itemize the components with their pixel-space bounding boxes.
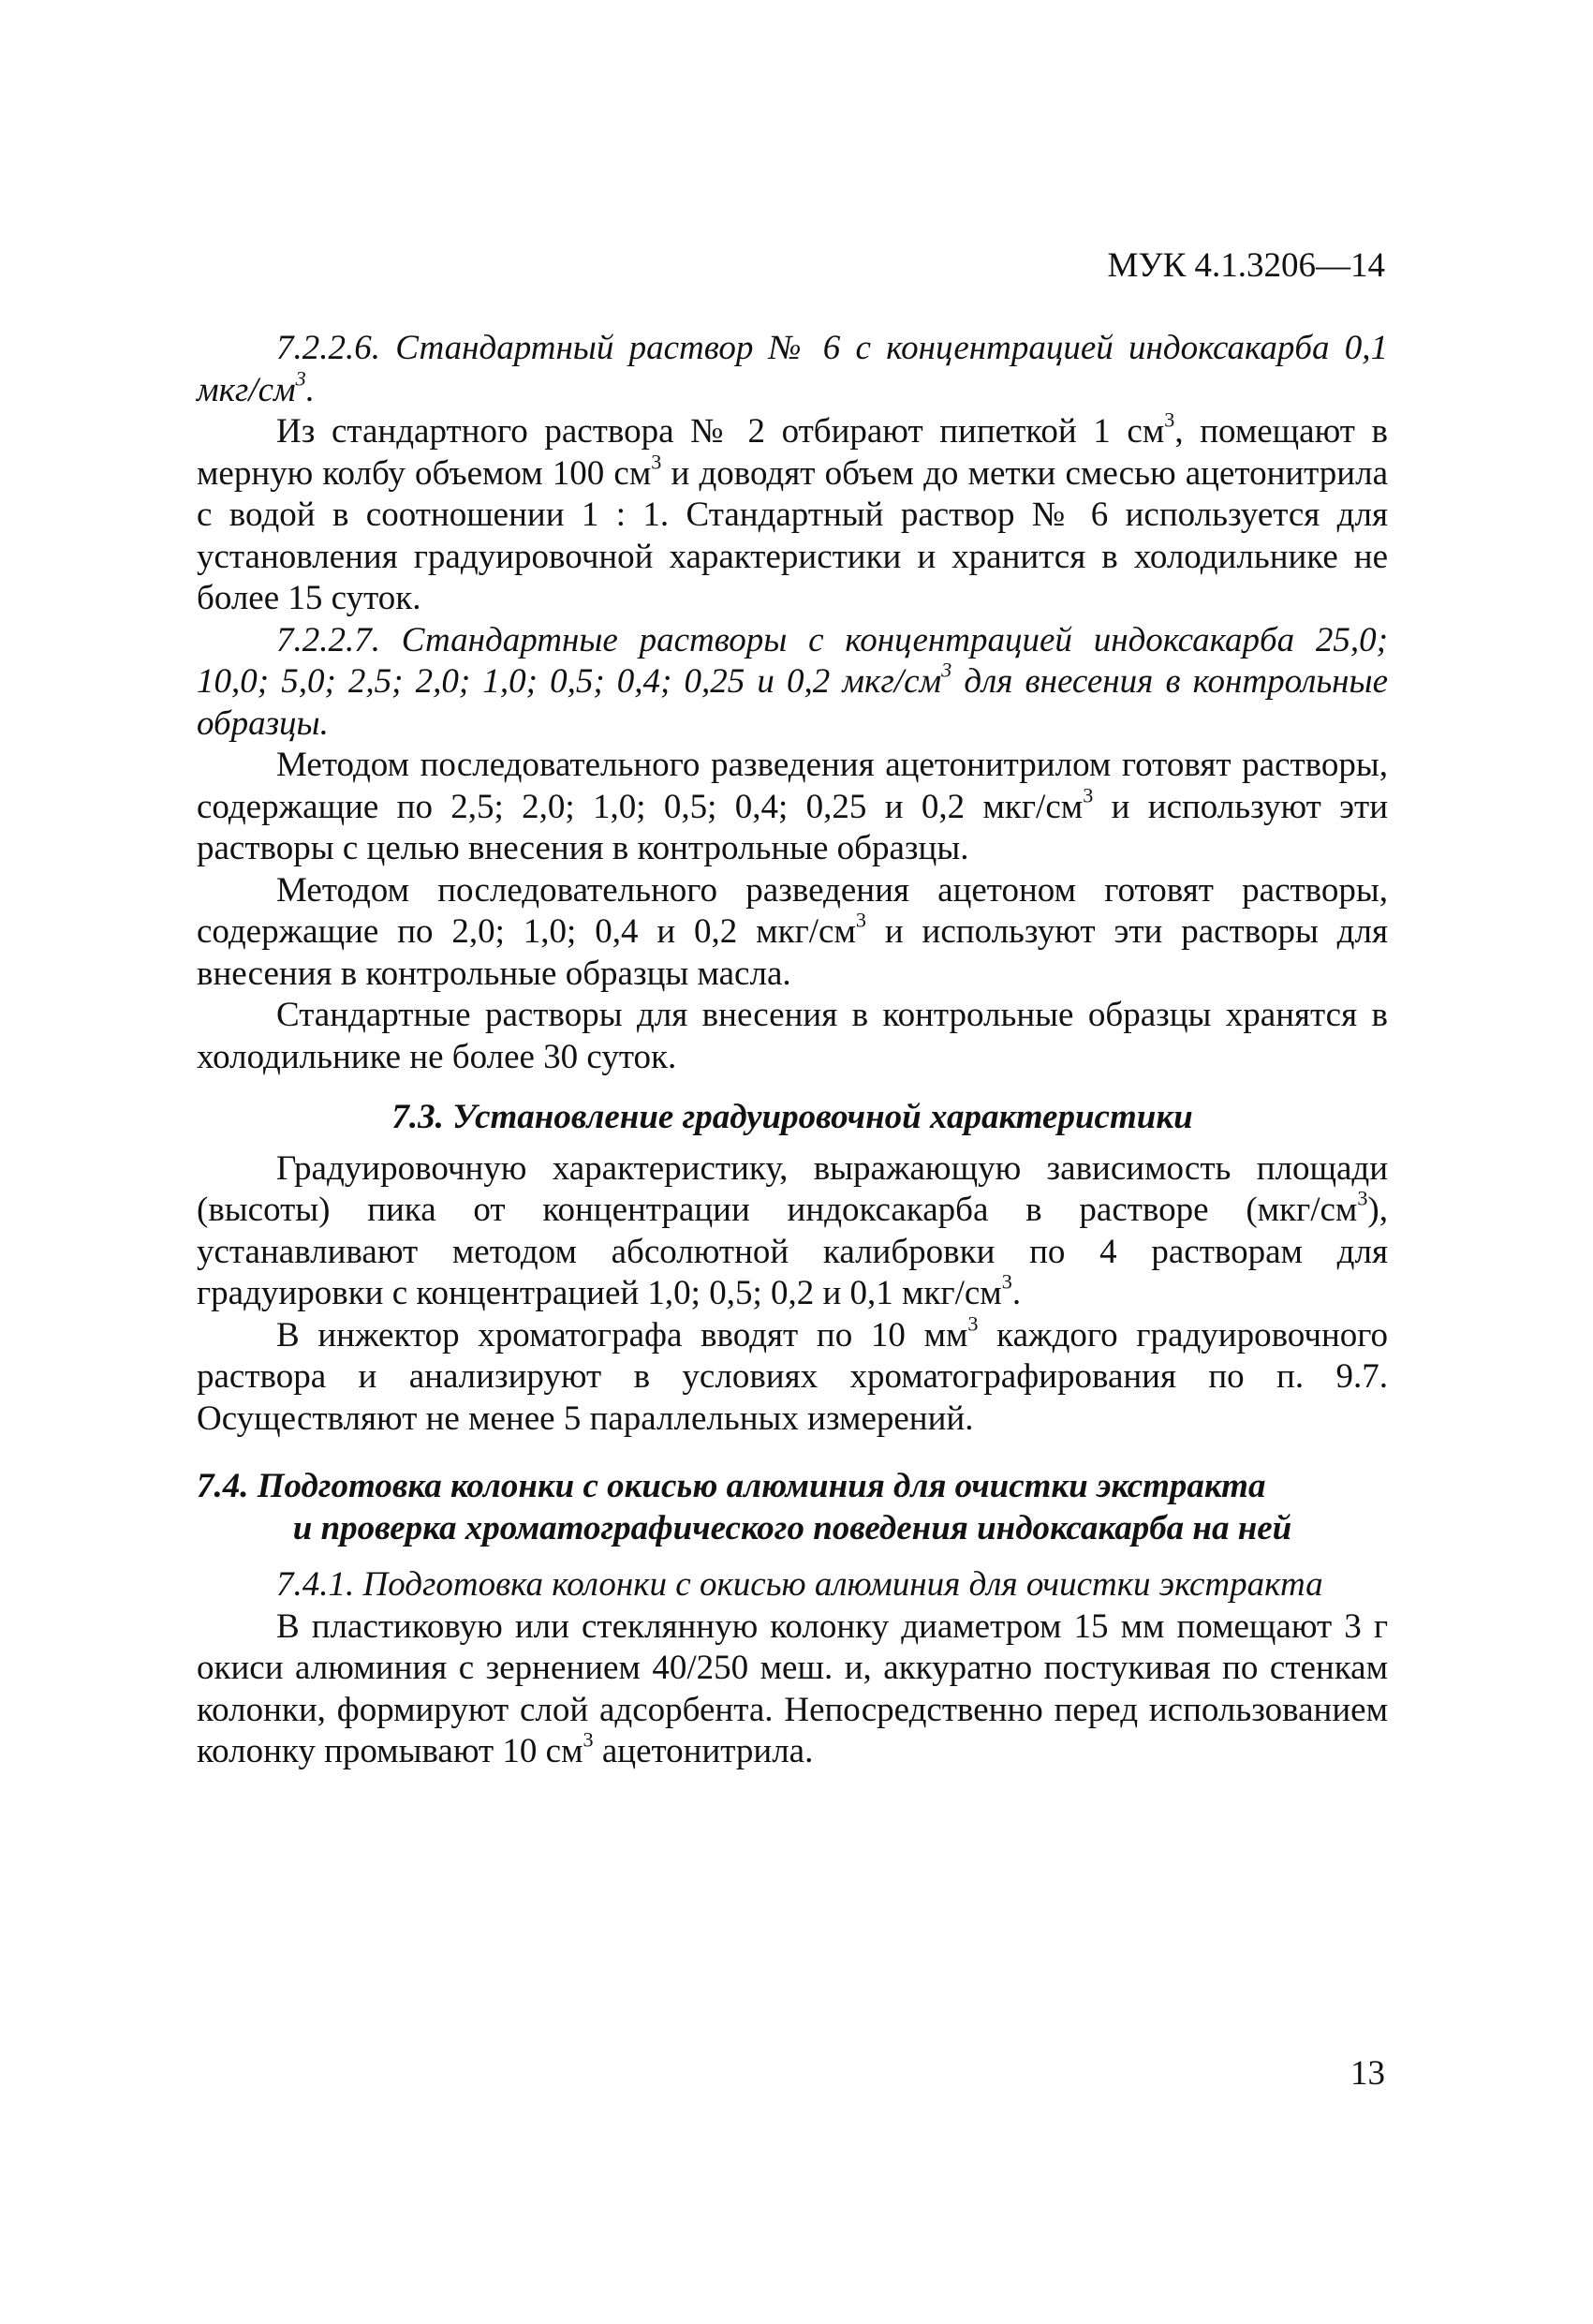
heading-7-4-line-1: 7.4. Подготовка колонки с окисью алюминия для очистки экстракта	[197, 1467, 1266, 1505]
superscript: 3	[1357, 1186, 1368, 1210]
heading-7-3: 7.3. Установление градуировочной характеристики	[391, 1098, 1193, 1136]
superscript: 3	[1001, 1269, 1012, 1294]
text-fragment: , помещают в мерную колбу объемом 100 см	[197, 412, 1389, 493]
paragraph-7-2-2-7-b	[197, 870, 1388, 996]
page-number: 13	[1350, 2054, 1385, 2093]
paragraph-7-2-2-6	[197, 407, 1389, 620]
text-fragment: Градуировочную характеристику, выражающую зависимость площади (высоты) пика от концентрации индоксакарба в растворе (мкг/см	[197, 1148, 1388, 1229]
heading-7-4-1: 7.4.1. Подготовка колонки с окисью алюминия для очистки экстракта	[276, 1565, 1323, 1604]
heading-7-2-2-6	[197, 328, 1388, 411]
superscript: 3	[295, 365, 306, 390]
superscript: 3	[855, 908, 866, 932]
paragraph-7-3-a	[197, 1148, 1388, 1315]
text-fragment: Методом последовательного разведения ацетонитрилом готовят растворы, содержащие по 2,5; 2,0; 1,0; 0,5; 0,4; 0,25 и 0,2 мкг/см	[197, 746, 1388, 826]
paragraph-7-3-b	[197, 1310, 1388, 1441]
page-content	[197, 328, 1388, 1773]
superscript: 3	[1164, 407, 1175, 432]
paragraph-7-2-2-7-a	[197, 745, 1388, 870]
text-fragment: В пластиковую или стеклянную колонку диаметром 15 мм помещают 3 г окиси алюминия с зернением 40/250 меш. и, аккуратно постукивая по стенкам колонки, формируют слой адсорбента. Непосредственно перед использованием колонку промывают 10 см	[197, 1606, 1388, 1770]
text-fragment: и доводят объем до метки смесью ацетонитрила с водой в соотношении 1 : 1. Стандартный раствор № 6 используется для установления градуировочной характеристики и хранится в холодильнике не более 15 суток.	[197, 453, 1388, 617]
superscript: 3	[1083, 782, 1094, 807]
superscript: 3	[941, 658, 952, 682]
paragraph-7-4-1	[197, 1606, 1388, 1773]
heading-7-2-2-7-end: для внесения в контрольные образцы.	[197, 662, 1389, 743]
superscript: 3	[967, 1310, 979, 1335]
heading-7-2-2-7-text: 7.2.2.7. Стандартные растворы с концентрацией индоксакарба 25,0; 10,0; 5,0; 2,5; 2,0; 1,0; 0,5; 0,4; 0,25 и 0,2 мкг/см	[197, 620, 1388, 701]
text-fragment: .	[1011, 1274, 1022, 1312]
superscript: 3	[651, 449, 662, 473]
superscript: 3	[583, 1727, 594, 1752]
text-fragment: и используют эти растворы для внесения в контрольные образцы масла.	[197, 912, 1388, 993]
text-fragment: и используют эти растворы с целью внесения в контрольные образцы.	[197, 787, 1388, 867]
heading-7-2-2-7	[197, 620, 1388, 746]
document-code: МУК 4.1.3206—14	[1107, 246, 1385, 285]
text-fragment: ацетонитрила.	[593, 1732, 814, 1770]
text-fragment: Из стандартного раствора № 2 отбирают пипеткой 1 см	[276, 412, 1165, 451]
heading-7-2-2-6-text: 7.2.2.6. Стандартный раствор № 6 с концентрацией индоксакарба 0,1 мкг/см	[197, 329, 1388, 409]
heading-7-4-line-2: и проверка хроматографического поведения индоксакарба на ней	[292, 1508, 1292, 1547]
text-fragment: Методом последовательного разведения ацетоном готовят растворы, содержащие по 2,0; 1,0; 0,4 и 0,2 мкг/см	[197, 870, 1388, 951]
text-fragment: каждого градуировочного раствора и анализируют в условиях хроматографирования по п. 9.7. Осуществляют не менее 5 параллельных измерений.	[197, 1315, 1388, 1438]
paragraph-7-2-2-7-c: Стандартные растворы для внесения в контрольные образцы хранятся в холодильнике не более 30 суток.	[197, 996, 1388, 1076]
text-fragment: ), устанавливают методом абсолютной калибровки по 4 растворам для градуировки с концентрацией 1,0; 0,5; 0,2 и 0,1 мкг/см	[197, 1191, 1388, 1312]
heading-7-4	[197, 1466, 1388, 1549]
heading-7-2-2-6-end: .	[305, 370, 316, 409]
text-fragment: В инжектор хроматографа вводят по 10 мм	[276, 1315, 968, 1354]
